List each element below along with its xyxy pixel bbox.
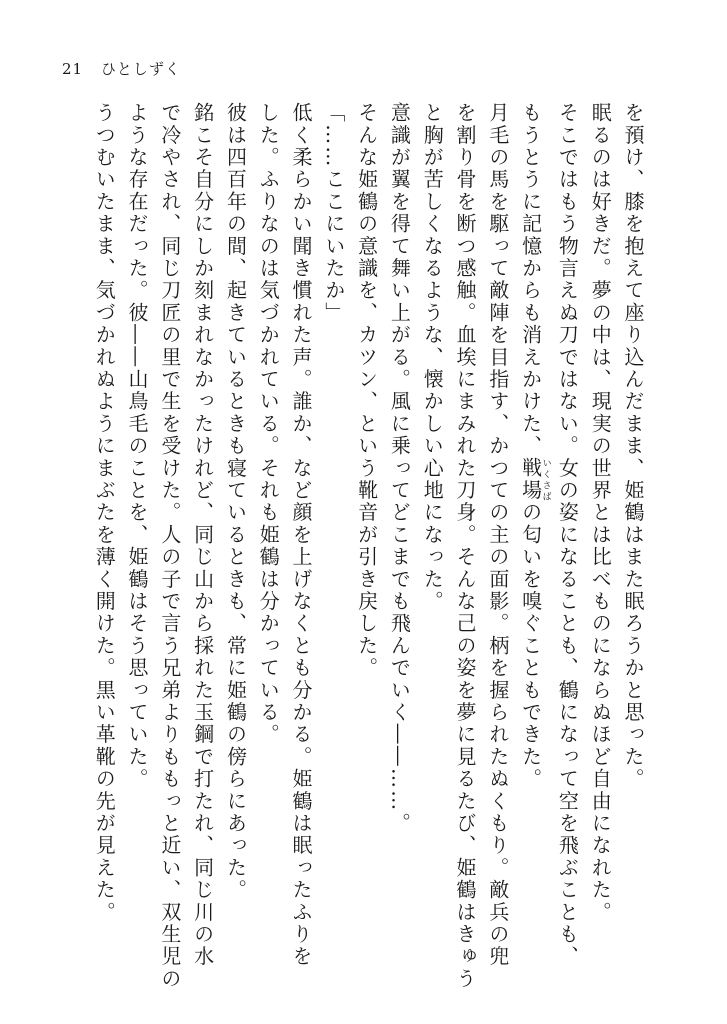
text-line-16: ような存在だった。彼――山鳥毛のことを、姫鶴はそう思っていた。 — [125, 102, 150, 791]
text-line-15: で冷やされ、同じ刀匠の里で生を受けた。人の子で言う兄弟よりももっと近い、双生児の — [157, 102, 182, 990]
text-line-4 — [514, 102, 551, 982]
text-line-6: を割り骨を断つ感触。血埃にまみれた刀身。そんな己の姿を夢に見るたび、姫鶴はきゅう — [453, 102, 478, 990]
text-line-17: うつむいたまま、気づかれぬようにまぶたを薄く開けた。黒い革靴の先が見えた。 — [92, 102, 117, 924]
text-line-14: 銘こそ自分にしか刻まれなかったけれど、同じ山から採れた玉鋼で打たれ、同じ川の水 — [190, 102, 215, 968]
running-header — [62, 58, 181, 79]
text-line-3: そこではもう物言えぬ刀ではない。女の姿になることも、鶴になって空を飛ぶことも、 — [555, 102, 580, 968]
text-line-7: と胸が苦しくなるような、懐かしい心地になった。 — [420, 102, 445, 613]
text-line-2: 眠るのは好きだ。夢の中は、現実の世界とは比べものにならぬほど自由になれた。 — [588, 102, 613, 924]
text-line-13: 彼は四百年の間、起きているときも寝ているときも、常に姫鶴の傍らにあった。 — [223, 102, 248, 902]
page-number: 21 — [62, 60, 84, 78]
text-line-5: 月毛の馬を駆って敵陣を目指す、かつての主の面影。柄を握られたぬくもり。敵兵の兜 — [485, 102, 510, 968]
text-line-12: した。ふりなのは気づかれている。それも姫鶴は分かっている。 — [256, 102, 281, 746]
text-line-4-end: の匂いを嗅ぐこともできた。 — [518, 501, 543, 791]
ruby-base: 戦場 — [518, 457, 543, 502]
text-line-4-start: もうとうに記憶からも消えかけた、 — [518, 102, 543, 458]
text-line-8: 意識が翼を得て舞い上がる。風に乗ってどこまでも飛んでいく――……。 — [387, 102, 412, 835]
text-line-11: 低く柔らかい聞き慣れた声。誰か、など顔を上げなくとも分かる。姫鶴は眠ったふりを — [289, 102, 314, 968]
ruby-ikusaba — [518, 457, 551, 502]
vertical-body-text — [87, 102, 649, 990]
chapter-title: ひとしずく — [100, 60, 181, 78]
text-line-1: を預け、膝を抱えて座り込んだまま、姫鶴はまた眠ろうかと思った。 — [621, 102, 645, 791]
ruby-reading: いくさば — [540, 457, 551, 502]
text-line-9: そんな姫鶴の意識を、カツン、という靴音が引き戻した。 — [354, 102, 379, 680]
text-line-10: 「……ここにいたか」 — [321, 102, 346, 324]
